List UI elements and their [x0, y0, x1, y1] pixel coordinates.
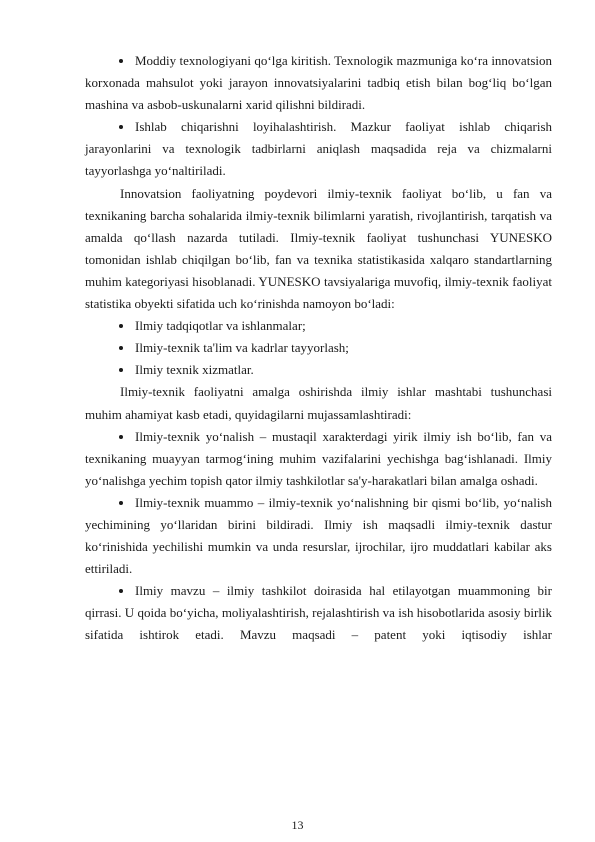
bullet-item: [85, 50, 552, 116]
bullet-item: [85, 580, 552, 646]
paragraph-text: Ilmiy-texnik muammo – ilmiy-texnik yo‘nalishning bir qismi bo‘lib, yo‘nalish yechimining yo‘llaridan birini bildiradi. Ilmiy ish maqsadli ilmiy-texnik dastur ko‘rinishida yechilishi mumkin va unda resurslar, ijrochilar, ijro muddatlari kabilar aks ettiriladi.: [85, 494, 552, 577]
bullet-item: [85, 426, 552, 492]
bullet-item: [85, 492, 552, 580]
bullet-item: [85, 315, 552, 337]
page-number: 13: [291, 818, 304, 832]
paragraph-text: Ilmiy texnik xizmatlar.: [135, 362, 254, 378]
bullet-icon: [119, 324, 123, 328]
bullet-icon: [119, 346, 123, 350]
bullet-icon: [119, 589, 123, 593]
paragraph-text: Ishlab chiqarishni loyihalashtirish. Mazkur faoliyat ishlab chiqarish jarayonlarini va texnologik tadbirlarni aniqlash maqsadida reja va chizmalarni tayyorlashga yo‘naltiriladi.: [85, 119, 552, 179]
bullet-icon: [119, 501, 123, 505]
paragraph-text: Ilmiy-texnik yo‘nalish – mustaqil xarakterdagi yirik ilmiy ish bo‘lib, fan va texnikaning muayyan tarmog‘ining muhim vazifalarini yechishga bag‘ishlanadi. Ilmiy yo‘nalishga yechim topish qator ilmiy tashkilotlar sa'y-harakatlari bilan amalga oshadi.: [85, 428, 552, 488]
paragraph-text: Innovatsion faoliyatning poydevori ilmiy-texnik faoliyat bo‘lib, u fan va texnikaning barcha sohalarida ilmiy-texnik bilimlarni yaratish, rivojlantirish, tarqatish va amalda qo‘llash nazarda tutiladi. Ilmiy-texnik faoliyat tushunchasi YUNESKO tomonidan ishlab chiqilgan bo‘lib, fan va texnika statistikasida xalqaro standartlarning muhim kategoriyasi hisoblanadi. YUNESKO tavsiyalariga muvofiq, ilmiy-texnik faoliyat statistika obyekti sifatida uch ko‘rinishda namoyon bo‘ladi:: [85, 185, 552, 312]
bullet-icon: [119, 435, 123, 439]
paragraph-text: Ilmiy-texnik faoliyatni amalga oshirishda ilmiy ishlar mashtabi tushunchasi muhim ahamiyat kasb etadi, quyidagilarni mujassamlashtiradi:: [85, 384, 552, 422]
bullet-item: [85, 116, 552, 182]
paragraph-text: Moddiy texnologiyani qo‘lga kiritish. Texnologik mazmuniga ko‘ra innovatsion korxonada mahsulot yoki jarayon innovatsiyalarini tadbiq etish bilan bog‘liq bo‘lgan mashina va asbob-uskunalarni xarid qilishni bildiradi.: [85, 53, 552, 113]
page-body: [85, 50, 552, 647]
bullet-icon: [119, 368, 123, 372]
bullet-item: [85, 359, 552, 381]
paragraph-text: Ilmiy tadqiqotlar va ishlanmalar;: [135, 318, 306, 334]
paragraph: [85, 381, 552, 425]
paragraph: [85, 183, 552, 316]
paragraph-text: Ilmiy-texnik ta'lim va kadrlar tayyorlash;: [135, 340, 349, 356]
bullet-icon: [119, 125, 123, 129]
bullet-icon: [119, 59, 123, 63]
paragraph-text: Ilmiy mavzu – ilmiy tashkilot doirasida hal etilayotgan muammoning bir qirrasi. U qoida bo‘yicha, moliyalashtirish, rejalashtirish va ish hisobotlarida asosiy birlik sifatida ishtirok etadi. Mavzu maqsadi – patent yoki iqtisodiy ishlar: [85, 583, 552, 643]
bullet-item: [85, 337, 552, 359]
